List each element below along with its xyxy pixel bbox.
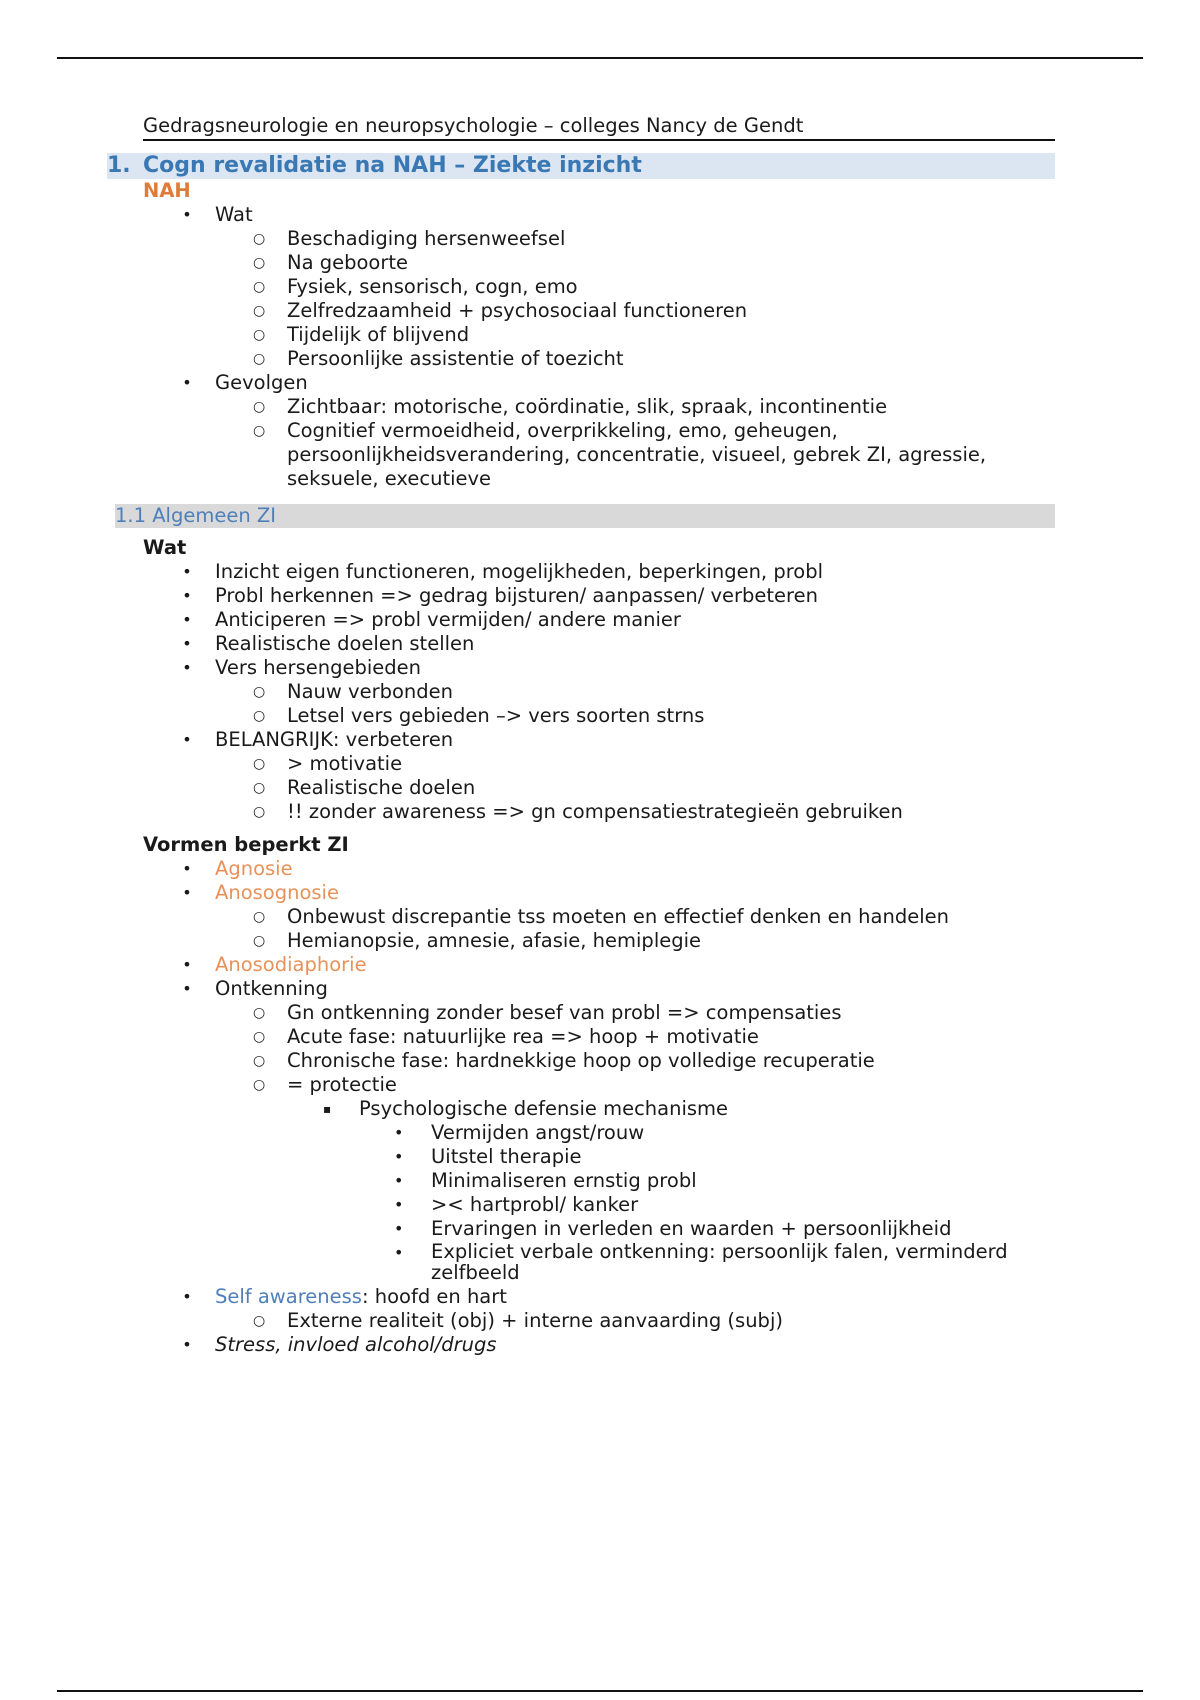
list-item: • >< hartprobl/ kanker [394, 1193, 639, 1216]
circle-bullet-icon: ○ [253, 255, 266, 271]
bullet-icon: • [182, 730, 192, 749]
bullet-icon: • [182, 955, 192, 974]
list-item: • Minimaliseren ernstig probl [394, 1169, 697, 1192]
list-item: • Self awareness: hoofd en hart ○ Externe realiteit (obj) + interne aanvaarding (subj) [143, 1285, 1055, 1333]
list-item: ○ Gn ontkenning zonder besef van probl => compensaties [253, 1001, 842, 1024]
bullet-icon: • [182, 979, 192, 998]
bullet-icon: • [182, 658, 192, 677]
circle-bullet-icon: ○ [253, 909, 266, 925]
circle-bullet-icon: ○ [253, 780, 266, 796]
list-item: ○ Hemianopsie, amnesie, afasie, hemiplegie [253, 929, 702, 952]
circle-bullet-icon: ○ [253, 1005, 266, 1021]
circle-bullet-icon: ○ [253, 1313, 266, 1329]
bullet-icon: • [182, 1335, 192, 1354]
term-anosodiaphorie: Anosodiaphorie [215, 953, 367, 976]
chapter-heading [107, 153, 1055, 179]
circle-bullet-icon: ○ [253, 756, 266, 772]
bullet-icon: • [182, 610, 192, 629]
list-item: ○ Realistische doelen [253, 776, 476, 799]
top-rule [57, 57, 1143, 59]
bullet-icon: • [182, 859, 192, 878]
list-item: ○ !! zonder awareness => gn compensatiestrategieën gebruiken [253, 800, 903, 823]
circle-bullet-icon: ○ [253, 1029, 266, 1045]
bullet-icon: • [394, 1195, 404, 1214]
square-bullet-icon: ▪ [323, 1102, 332, 1116]
circle-bullet-icon: ○ [253, 1077, 266, 1093]
list-item: ○ > motivatie [253, 752, 403, 775]
list-item: ○ Fysiek, sensorisch, cogn, emo [253, 275, 578, 298]
bullet-icon: • [182, 634, 192, 653]
bullet-icon: • [394, 1123, 404, 1142]
circle-bullet-icon: ○ [253, 231, 266, 247]
term-anosognosie: Anosognosie [215, 881, 339, 904]
nah-heading: NAH [143, 179, 191, 202]
list-item: ○ Chronische fase: hardnekkige hoop op volledige recuperatie [253, 1049, 875, 1072]
circle-bullet-icon: ○ [253, 351, 266, 367]
bullet-icon: • [182, 562, 192, 581]
list-item: • Gevolgen ○ Zichtbaar: motorische, coördinatie, slik, spraak, incontinentie ○ Cognitief vermoeidheid, overprikkeling, emo, geheugen, persoonlijkheidsverandering, concentratie, visueel, gebrek ZI, agressie, seksuele, executieve [143, 371, 1055, 491]
section-heading: 1.1 Algemeen ZI [115, 504, 1055, 528]
list-item: ○ Na geboorte [253, 251, 409, 274]
chapter-number: 1. [107, 153, 131, 178]
circle-bullet-icon: ○ [253, 279, 266, 295]
list-item: • Anticiperen => probl vermijden/ andere manier [182, 608, 681, 631]
list-item: ○ Acute fase: natuurlijke rea => hoop + motivatie [253, 1025, 759, 1048]
list-item [143, 881, 1055, 953]
nah-list [143, 203, 1055, 491]
bullet-icon: • [394, 1243, 404, 1262]
bottom-rule [57, 1690, 1143, 1692]
circle-bullet-icon: ○ [253, 399, 266, 415]
circle-bullet-icon: ○ [253, 423, 266, 439]
list-item: • Stress, invloed alcohol/drugs [182, 1333, 497, 1356]
list-item: ○ Persoonlijke assistentie of toezicht [253, 347, 624, 370]
bullet-icon: • [394, 1147, 404, 1166]
term-self-awareness: Self awareness [215, 1285, 362, 1308]
document-page [107, 112, 1055, 1357]
list-item: • Ervaringen in verleden en waarden + persoonlijkheid [394, 1217, 952, 1240]
list-item: ○ Beschadiging hersenweefsel [253, 227, 566, 250]
list-item: ○ Letsel vers gebieden –> vers soorten strns [253, 704, 705, 727]
circle-bullet-icon: ○ [253, 708, 266, 724]
wat-list [143, 560, 1055, 824]
list-item: ○ Nauw verbonden [253, 680, 453, 703]
list-item: • Uitstel therapie [394, 1145, 582, 1168]
list-item: • Ontkenning ○ Gn ontkenning zonder besef van probl => compensaties ○ Acute fase: natuurlijke rea => hoop + motivatie ○ Chronische fase: hardnekkige hoop op volledige recuperatie ○ = protectie ▪ Psychologische defensie mechanisme • Vermijden angst/rouw • Uitstel therapie • Minimaliseren ernstig probl • >< hartprobl/ kanker • Ervaringen in verleden en waarden + persoonlijkheid • Expliciet verbale ontkenning: persoonlijk falen, verminderd zelfbeeld [143, 977, 1055, 1285]
list-item: ○ = protectie ▪ Psychologische defensie mechanisme • Vermijden angst/rouw • Uitstel therapie • Minimaliseren ernstig probl • >< hartprobl/ kanker • Ervaringen in verleden en waarden + persoonlijkheid • Expliciet verbale ontkenning: persoonlijk falen, verminderd zelfbeeld [143, 1073, 1055, 1285]
list-item: ○ Tijdelijk of blijvend [253, 323, 470, 346]
list-item: ○ Externe realiteit (obj) + interne aanvaarding (subj) [253, 1309, 783, 1332]
circle-bullet-icon: ○ [253, 933, 266, 949]
bullet-icon: • [182, 205, 192, 224]
vormen-list [143, 857, 1055, 1357]
list-item [143, 857, 1055, 881]
wat-heading: Wat [143, 536, 187, 559]
list-item: • Vermijden angst/rouw [394, 1121, 645, 1144]
vormen-heading: Vormen beperkt ZI [143, 833, 349, 856]
circle-bullet-icon: ○ [253, 804, 266, 820]
page-header: Gedragsneurologie en neuropsychologie – colleges Nancy de Gendt [143, 112, 1055, 141]
term-agnosie: Agnosie [215, 857, 293, 880]
list-item: • Wat ○ Beschadiging hersenweefsel ○ Na geboorte ○ Fysiek, sensorisch, cogn, emo ○ Zelfredzaamheid + psychosociaal functioneren ○ Tijdelijk of blijvend ○ Persoonlijke assistentie of toezicht [143, 203, 1055, 371]
bullet-icon: • [182, 373, 192, 392]
list-item: ○ Zichtbaar: motorische, coördinatie, slik, spraak, incontinentie [253, 395, 888, 418]
list-item: • Expliciet verbale ontkenning: persoonlijk falen, verminderd zelfbeeld [394, 1240, 1008, 1284]
circle-bullet-icon: ○ [253, 327, 266, 343]
list-item: • Realistische doelen stellen [182, 632, 475, 655]
circle-bullet-icon: ○ [253, 684, 266, 700]
bullet-icon: • [182, 586, 192, 605]
circle-bullet-icon: ○ [253, 303, 266, 319]
list-item: • Vers hersengebieden ○ Nauw verbonden ○ Letsel vers gebieden –> vers soorten strns [143, 656, 1055, 728]
list-item: ○ Cognitief vermoeidheid, overprikkeling, emo, geheugen, persoonlijkheidsverandering, concentratie, visueel, gebrek ZI, agressie, seksuele, executieve [253, 419, 987, 490]
list-item: ▪ Psychologische defensie mechanisme • Vermijden angst/rouw • Uitstel therapie • Minimaliseren ernstig probl • >< hartprobl/ kanker • Ervaringen in verleden en waarden + persoonlijkheid • Expliciet verbale ontkenning: persoonlijk falen, verminderd zelfbeeld [143, 1097, 1055, 1285]
list-item [143, 953, 1055, 977]
list-item: ○ Onbewust discrepantie tss moeten en effectief denken en handelen [253, 905, 949, 928]
circle-bullet-icon: ○ [253, 1053, 266, 1069]
list-item: • Probl herkennen => gedrag bijsturen/ aanpassen/ verbeteren [182, 584, 818, 607]
bullet-icon: • [182, 883, 192, 902]
list-item: • Inzicht eigen functioneren, mogelijkheden, beperkingen, probl [182, 560, 824, 583]
list-item: ○ Zelfredzaamheid + psychosociaal functioneren [253, 299, 748, 322]
chapter-title: Cogn revalidatie na NAH – Ziekte inzicht [143, 153, 642, 178]
bullet-icon: • [394, 1219, 404, 1238]
bullet-icon: • [182, 1287, 192, 1306]
list-item: • BELANGRIJK: verbeteren ○ > motivatie ○ Realistische doelen ○ !! zonder awareness => gn compensatiestrategieën gebruiken [143, 728, 1055, 824]
bullet-icon: • [394, 1171, 404, 1190]
